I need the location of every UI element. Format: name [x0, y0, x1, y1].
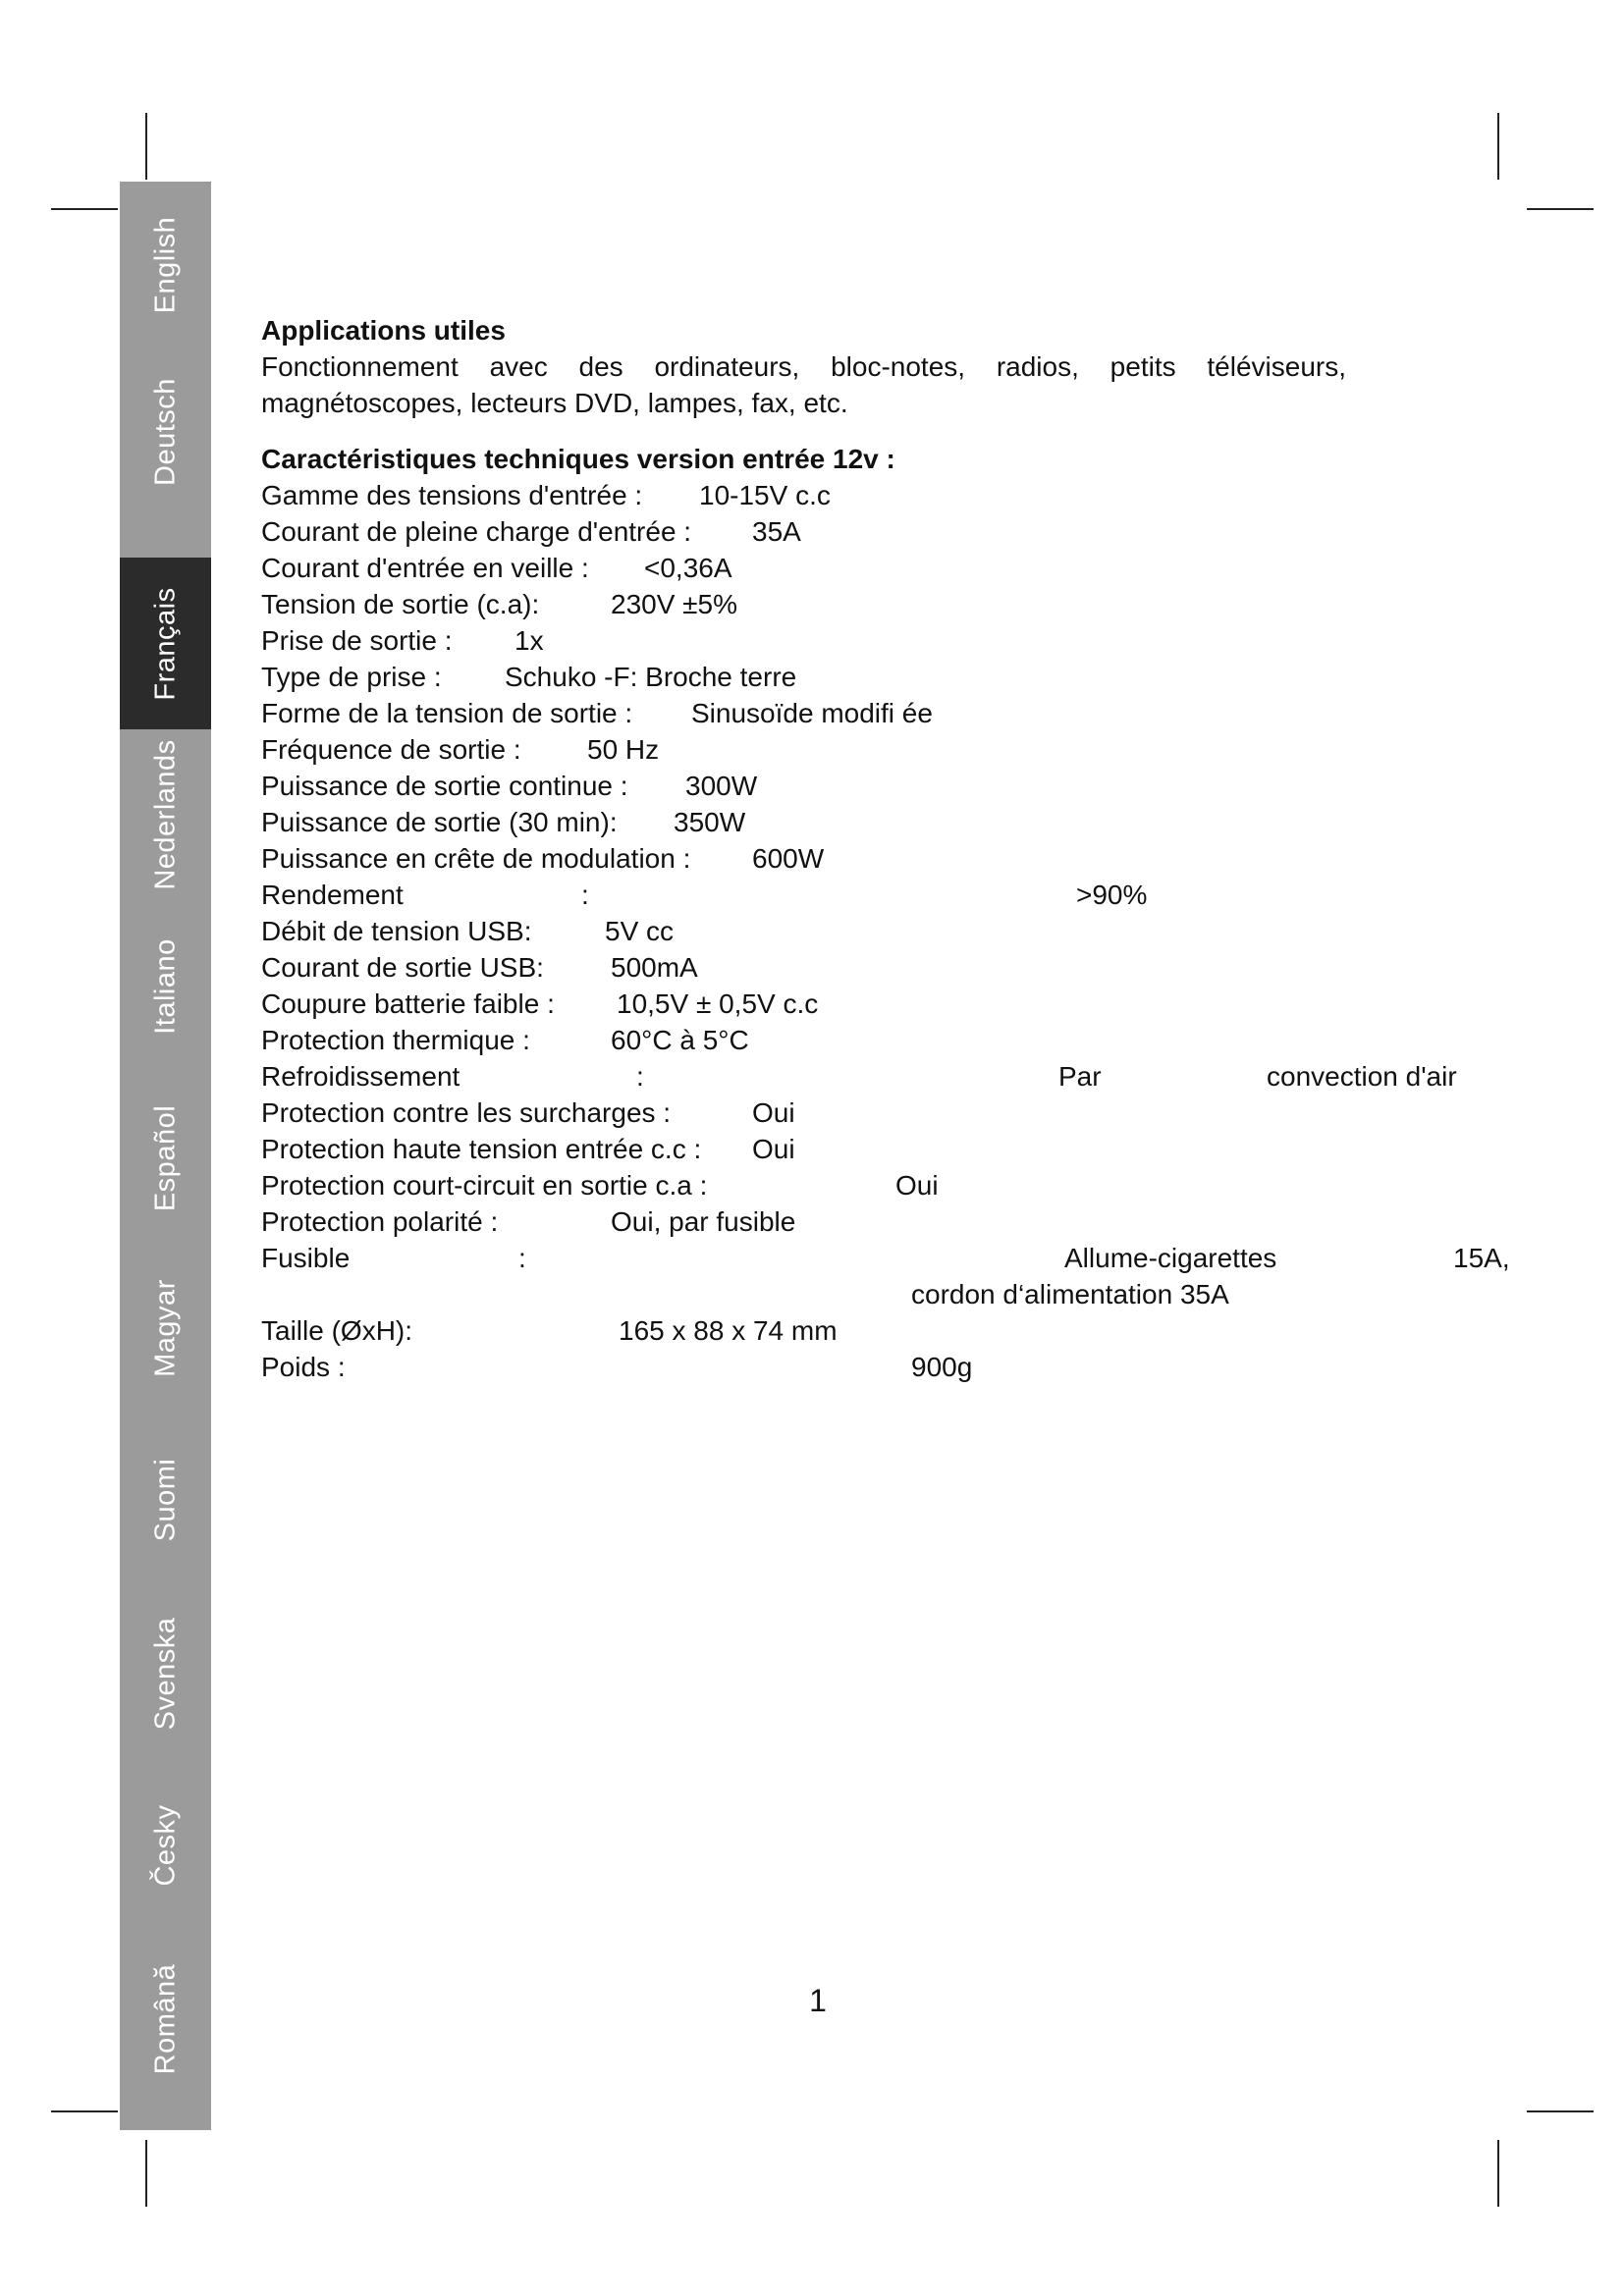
spec-label: Courant de sortie USB: [261, 952, 544, 983]
spec-colon: : [636, 1061, 644, 1092]
lang-tab-label: Italiano [149, 938, 181, 1035]
spec-value: 10,5V ± 0,5V c.c [617, 988, 819, 1019]
applications-title: Applications utiles [261, 315, 506, 346]
spec-row [261, 513, 1538, 550]
spec-row [261, 1022, 1538, 1058]
spec-value: Par [1058, 1061, 1102, 1092]
spec-label: Puissance en crête de modulation : [261, 843, 691, 874]
spec-row [261, 550, 1538, 586]
lang-tab-label: Svenska [149, 1617, 181, 1731]
spec-value: Sinusoïde modifi ée [691, 698, 933, 728]
spec-row [261, 1312, 1538, 1349]
lang-tab-nederlands[interactable] [120, 731, 211, 898]
lang-tab-espanol[interactable] [120, 1075, 211, 1242]
spec-row [261, 877, 1538, 913]
spec-label: Prise de sortie : [261, 625, 453, 656]
spec-label: Coupure batterie faible : [261, 988, 555, 1019]
crop-mark [1527, 2110, 1594, 2112]
spec-value: 165 x 88 x 74 mm [619, 1315, 838, 1346]
spec-label: Taille (ØxH): [261, 1315, 413, 1346]
spec-label: Fréquence de sortie : [261, 734, 521, 765]
spec-value: Oui [752, 1097, 795, 1128]
spec-label: Protection contre les surcharges : [261, 1097, 672, 1128]
crop-mark [145, 113, 147, 180]
spec-value: Schuko -F: Broche terre [505, 662, 797, 692]
spec-value: <0,36A [644, 553, 732, 583]
spec-value: 350W [674, 807, 746, 837]
crop-mark [51, 208, 118, 210]
spec-label: Gamme des tensions d'entrée : [261, 480, 643, 510]
spec-label: Protection haute tension entrée c.c : [261, 1134, 702, 1164]
spec-row [261, 949, 1538, 986]
lang-tab-english[interactable] [120, 182, 211, 348]
spec-row [261, 768, 1538, 804]
lang-tab-label: English [149, 216, 181, 314]
spec-value: Allume-cigarettes [1064, 1243, 1277, 1273]
spec-value: 600W [752, 843, 825, 874]
lang-tab-label: Español [149, 1104, 181, 1212]
spec-colon: : [518, 1243, 526, 1273]
crop-mark [1497, 2140, 1499, 2207]
spec-label: Rendement [261, 880, 404, 910]
spec-label: Poids : [261, 1352, 346, 1382]
lang-tab-suomi[interactable] [120, 1416, 211, 1583]
spec-row [261, 913, 1538, 949]
spec-value: 10-15V c.c [699, 480, 831, 510]
spec-label: Protection polarité : [261, 1206, 499, 1237]
crop-mark [1497, 113, 1499, 180]
spec-label: Protection court-circuit en sortie c.a : [261, 1170, 708, 1201]
spec-value: 300W [685, 771, 758, 801]
lang-tab-deutsch[interactable] [120, 348, 211, 515]
spec-value-extra: convection d'air [1267, 1061, 1457, 1092]
spec-row [261, 1167, 1538, 1203]
spec-value: >90% [1076, 880, 1148, 910]
applications-text: Fonctionnement avec des ordinateurs, bloc-notes, radios, petits téléviseurs, magnétoscopes, lecteurs DVD, lampes, fax, etc. [261, 351, 1346, 418]
spec-row [261, 695, 1538, 731]
spec-row [261, 1058, 1538, 1095]
spec-label: Protection thermique : [261, 1025, 530, 1055]
spec-row [261, 1349, 1538, 1385]
spec-row [261, 622, 1538, 659]
lang-tab-label: Français [149, 586, 181, 701]
spec-value: 5V cc [605, 916, 675, 946]
lang-tab-label: Suomi [149, 1458, 181, 1542]
spec-value: 500mA [611, 952, 698, 983]
page-content [261, 312, 1538, 1385]
lang-tab-label: Magyar [149, 1279, 181, 1377]
crop-mark [51, 2110, 118, 2112]
crop-mark [1527, 208, 1594, 210]
page-number: 1 [809, 1983, 827, 2018]
lang-tab-magyar[interactable] [120, 1245, 211, 1412]
spec-value: 35A [752, 516, 801, 547]
spec-row [261, 804, 1538, 840]
spec-row [261, 1240, 1538, 1312]
spec-label: Tension de sortie (c.a): [261, 589, 540, 619]
lang-tab-label: Deutsch [149, 378, 181, 486]
spec-label: Puissance de sortie continue : [261, 771, 628, 801]
spec-row [261, 586, 1538, 622]
spec-row [261, 1131, 1538, 1167]
spec-value: 900g [911, 1352, 973, 1382]
spec-row [261, 731, 1538, 768]
spec-label: Courant d'entrée en veille : [261, 553, 589, 583]
lang-tab-label: Română [149, 1963, 181, 2075]
spec-label: Refroidissement [261, 1061, 460, 1092]
lang-tab-svenska[interactable] [120, 1590, 211, 1757]
specs-title: Caractéristiques techniques version entrée 12v : [261, 444, 895, 474]
spec-value-extra: 15A, [1453, 1243, 1510, 1273]
spec-row [261, 1203, 1538, 1240]
spec-label: Débit de tension USB: [261, 916, 532, 946]
spec-value: 50 Hz [587, 734, 660, 765]
spec-value: Oui, par fusible [611, 1206, 796, 1237]
spec-value: 230V ±5% [611, 589, 738, 619]
spec-label: Puissance de sortie (30 min): [261, 807, 618, 837]
language-tab-bar [120, 182, 211, 2130]
spec-row [261, 986, 1538, 1022]
spec-label: Fusible [261, 1243, 351, 1273]
lang-tab-romana[interactable] [120, 1936, 211, 2103]
spec-value-continued: cordon d‘alimentation 35A [911, 1279, 1229, 1309]
spec-label: Courant de pleine charge d'entrée : [261, 516, 692, 547]
spec-row [261, 1095, 1538, 1131]
spec-colon: : [581, 880, 589, 910]
spec-label: Type de prise : [261, 662, 442, 692]
spec-value: Oui [752, 1134, 795, 1164]
lang-tab-label: Nederlands [149, 739, 181, 890]
crop-mark [145, 2140, 147, 2207]
specs-section [261, 441, 1538, 1385]
lang-tab-francais[interactable] [120, 558, 211, 729]
spec-value: 60°C à 5°C [611, 1025, 749, 1055]
spec-value: Oui [895, 1170, 939, 1201]
spec-label: Forme de la tension de sortie : [261, 698, 633, 728]
spec-row [261, 659, 1538, 695]
lang-tab-label: Česky [149, 1804, 181, 1887]
lang-tab-cesky[interactable] [120, 1762, 211, 1929]
spec-row [261, 477, 1538, 513]
spec-row [261, 840, 1538, 877]
spec-value: 1x [514, 625, 544, 656]
lang-tab-italiano[interactable] [120, 903, 211, 1070]
